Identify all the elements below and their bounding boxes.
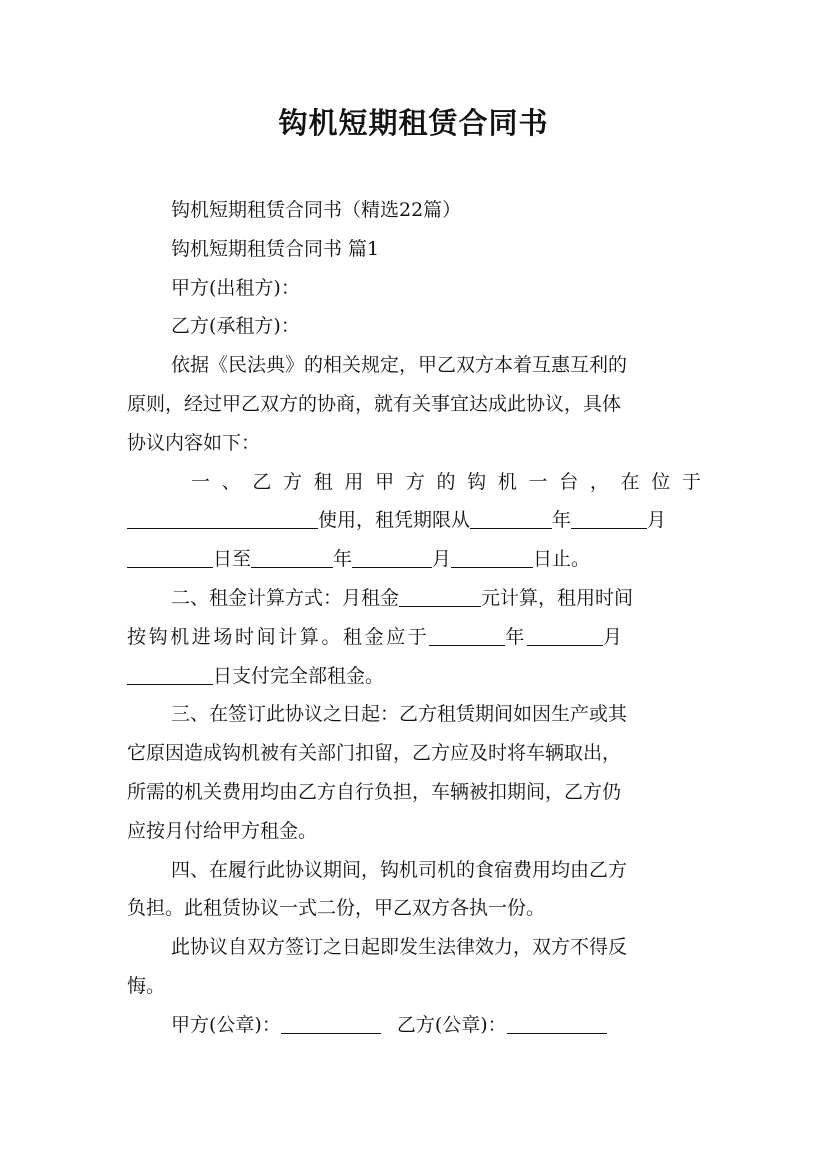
start-month-blank[interactable] <box>571 508 647 529</box>
clause-3-line-3: 所需的机关费用均由乙方自行负担，车辆被扣期间，乙方仍 <box>127 780 622 803</box>
start-year-blank[interactable] <box>470 508 552 529</box>
year-text: 年 <box>552 509 572 532</box>
sign-a-label: 甲方(公章)： <box>171 1013 281 1036</box>
clause-3-line-2: 它原因造成钩机被有关部门扣留，乙方应及时将车辆取出， <box>127 742 622 765</box>
sign-a-blank[interactable] <box>281 1013 381 1034</box>
end-year-blank[interactable] <box>251 547 333 568</box>
intro-line-2: 原则，经过甲乙双方的协商，就有关事宜达成此协议，具体 <box>127 392 622 415</box>
effect-line-1: 此协议自双方签订之日起即发生法律效力，双方不得反 <box>171 936 628 959</box>
signature-line <box>127 1006 701 1045</box>
party-a-line: 甲方(出租方)： <box>171 276 300 299</box>
clause-2-text: 二、租金计算方式：月租金 <box>171 586 400 609</box>
pay-day-blank[interactable] <box>127 664 213 685</box>
document-body <box>127 191 701 1045</box>
effect-line-2: 悔。 <box>127 974 166 997</box>
location-blank[interactable] <box>127 508 318 529</box>
subtitle: 钩机短期租赁合同书（精选22篇） <box>171 199 462 221</box>
day-end-text: 日止。 <box>533 548 591 571</box>
clause-4-line-2: 负担。此租赁协议一式二份，甲乙双方各执一份。 <box>127 897 546 920</box>
clause-1-line-1: 一、乙方租用甲方的钩机一台，在位于 <box>191 470 701 493</box>
day-to-text: 日至 <box>213 548 252 571</box>
end-month-blank[interactable] <box>352 547 432 568</box>
clause-2-line-2 <box>127 618 701 657</box>
pay-month-blank[interactable] <box>527 625 603 646</box>
clause-2-line-3 <box>127 657 701 696</box>
year-text: 年 <box>505 625 528 648</box>
monthly-rent-blank[interactable] <box>399 586 481 607</box>
party-b-line: 乙方(承租方)： <box>171 315 300 338</box>
clause-4-line-1: 四、在履行此协议期间，钩机司机的食宿费用均由乙方 <box>171 858 628 881</box>
end-day-blank[interactable] <box>451 547 533 568</box>
clause-2-line-3-text: 日支付完全部租金。 <box>213 664 385 687</box>
clause-2-line-1 <box>127 579 701 618</box>
intro-line-1: 依据《民法典》的相关规定，甲乙双方本着互惠互利的 <box>171 354 628 377</box>
start-day-blank[interactable] <box>127 547 213 568</box>
clause-1-line-2 <box>127 501 701 540</box>
clause-3-line-1: 三、在签订此协议之日起：乙方租赁期间如因生产或其 <box>171 703 628 726</box>
pay-year-blank[interactable] <box>429 625 505 646</box>
clause-1-line-3 <box>127 540 701 579</box>
year-text: 年 <box>333 548 353 571</box>
use-text: 使用，租凭期限从 <box>318 509 471 532</box>
clause-2-line-2-text: 按钩机进场时间计算。租金应于 <box>127 625 430 648</box>
month-text: 月 <box>432 548 452 571</box>
month-text: 月 <box>647 509 667 532</box>
document-title: 钩机短期租赁合同书 <box>278 106 549 140</box>
intro-line-3: 协议内容如下： <box>127 431 261 454</box>
clause-3-line-4: 应按月付给甲方租金。 <box>127 819 318 842</box>
section-heading: 钩机短期租赁合同书 篇1 <box>171 237 380 260</box>
clause-2-tail: 元计算，租用时间 <box>481 586 634 609</box>
sign-b-blank[interactable] <box>507 1013 607 1034</box>
month-text: 月 <box>603 625 625 648</box>
sign-b-label: 乙方(公章)： <box>396 1013 507 1036</box>
